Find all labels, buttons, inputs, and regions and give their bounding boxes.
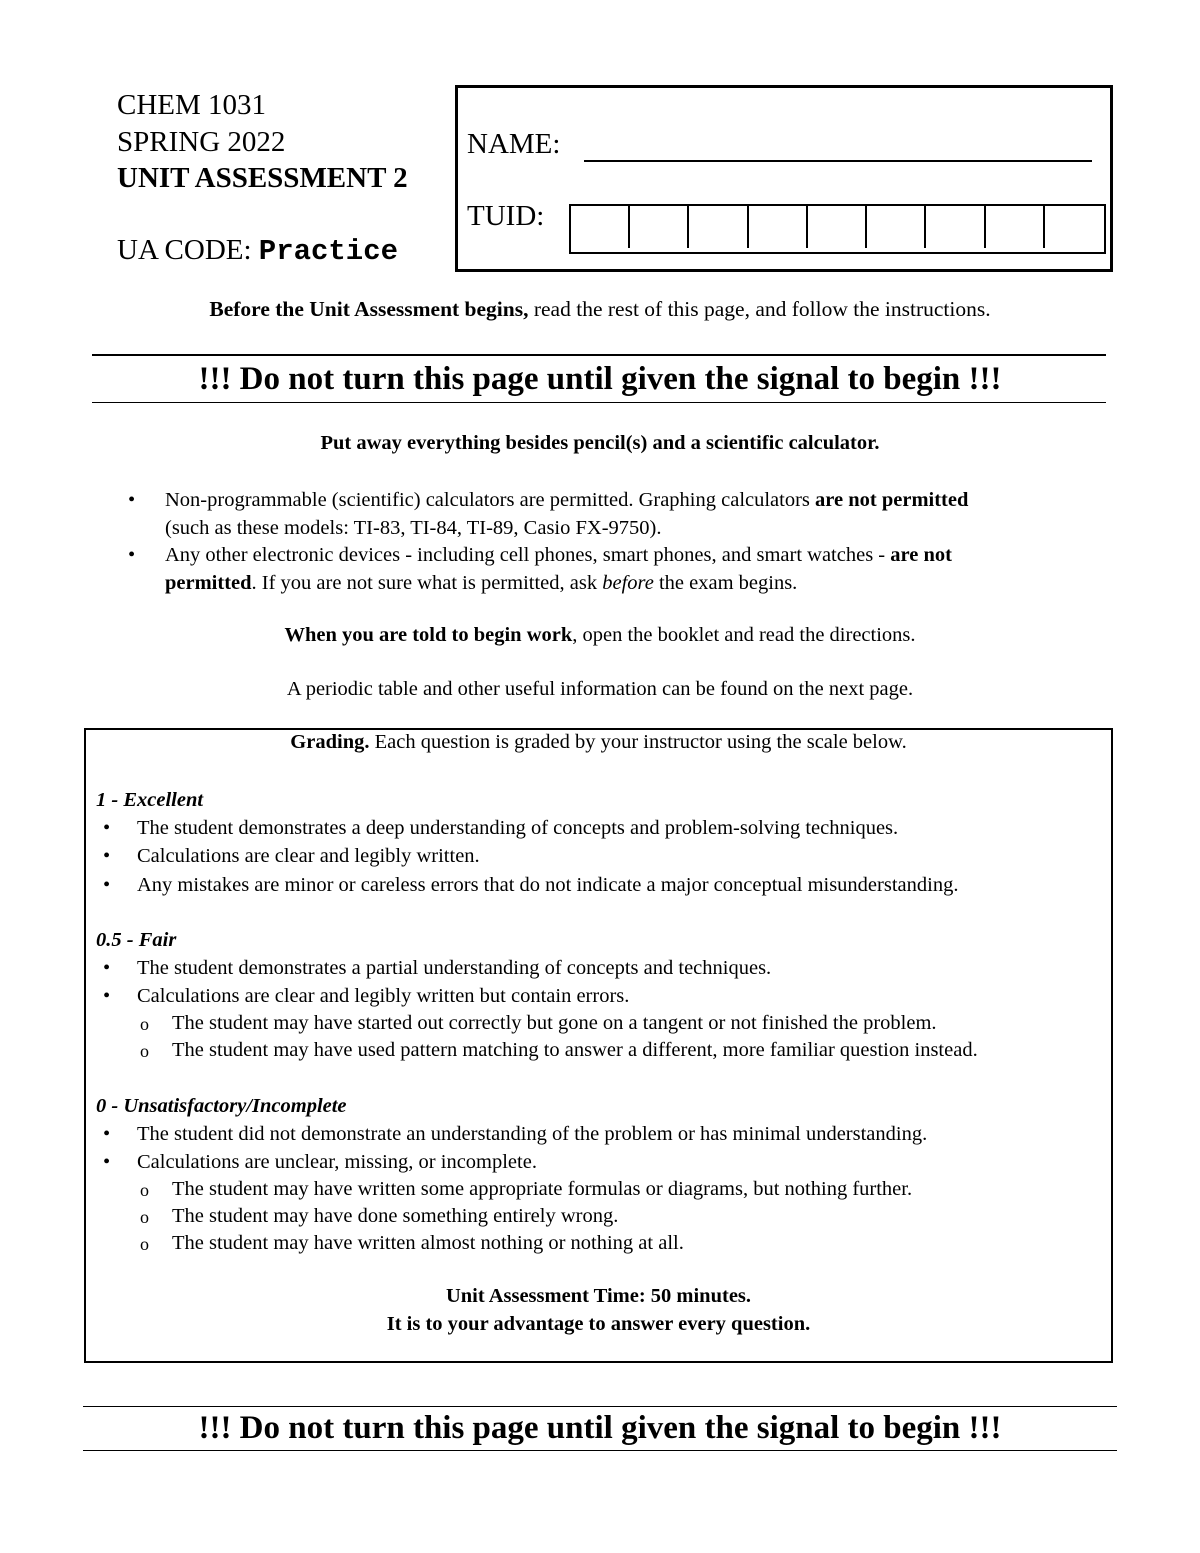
tuid-digit-cell[interactable] [1045,206,1104,248]
tuid-digit-cell[interactable] [571,206,630,248]
put-away-instruction: Put away everything besides pencil(s) and a scientific calculator. [320,432,880,454]
tuid-label: TUID: [467,200,545,232]
sub-bullet-icon: o [140,1041,149,1061]
tuid-digit-cell[interactable] [867,206,926,248]
bullet-icon: • [103,1151,111,1173]
list-subitem: The student may have written some appropriate formulas or diagrams, but nothing further. [172,1178,913,1200]
list-subitem: The student may have used pattern matching to answer a different, more familiar question instead. [172,1039,978,1061]
student-id-box [455,85,1113,272]
assessment-time: Unit Assessment Time: 50 minutes. [445,1285,752,1307]
level-excellent-heading: 1 - Excellent [96,789,204,811]
rule-calculators: • Non-programmable (scientific) calculators are permitted. Graphing calculators are not permitted (such as these models: TI-83, TI-84, TI-89, Casio FX-9750). [128,489,969,539]
begin-work-instruction: When you are told to begin work, open the booklet and read the directions. [284,624,916,646]
list-item: The student demonstrates a partial understanding of concepts and techniques. [137,957,772,979]
tuid-digit-cell[interactable] [749,206,808,248]
list-item: The student demonstrates a deep understanding of concepts and problem-solving techniques. [137,817,899,839]
ua-code-value: Practice [258,235,399,268]
warning-banner-bottom: !!! Do not turn this page until given the signal to begin !!! [198,1410,1002,1446]
tuid-digit-cell[interactable] [986,206,1045,248]
list-subitem: The student may have written almost nothing or nothing at all. [172,1232,684,1254]
sub-bullet-icon: o [140,1234,149,1254]
warning-top-rule [83,1406,1117,1407]
periodic-table-note: A periodic table and other useful information can be found on the next page. [286,678,914,700]
warning-top-rule [92,354,1106,356]
sub-bullet-icon: o [140,1014,149,1034]
list-subitem: The student may have done something entirely wrong. [172,1205,619,1227]
bullet-icon: • [128,544,136,566]
list-item: The student did not demonstrate an understanding of the problem or has minimal understanding. [137,1123,928,1145]
course-code: CHEM 1031 [117,89,267,121]
ua-code [117,232,398,270]
bullet-icon: • [128,489,136,511]
sub-bullet-icon: o [140,1180,149,1200]
bullet-icon: • [103,845,111,867]
tuid-digit-cell[interactable] [630,206,689,248]
list-subitem: The student may have started out correctly but gone on a tangent or not finished the problem. [172,1012,937,1034]
name-field[interactable] [584,160,1092,162]
tuid-digit-cell[interactable] [689,206,748,248]
sub-bullet-icon: o [140,1207,149,1227]
assessment-advice: It is to your advantage to answer every question. [386,1313,811,1335]
ua-code-label: UA CODE: [117,234,259,266]
rule-electronics: • Any other electronic devices - including cell phones, smart phones, and smart watches - are not permitted. If you are not sure what is permitted, ask before the exam begins. [128,544,952,594]
list-item: Any mistakes are minor or careless errors that do not indicate a major conceptual misunderstanding. [137,874,959,896]
bullet-icon: • [103,985,111,1007]
tuid-digit-cell[interactable] [808,206,867,248]
term: SPRING 2022 [117,126,286,158]
level-fair-heading: 0.5 - Fair [96,929,177,951]
tuid-digit-cell[interactable] [926,206,985,248]
grading-box [84,728,1113,1363]
list-item: Calculations are clear and legibly written. [137,845,480,867]
warning-bottom-rule [83,1450,1117,1451]
bullet-icon: • [103,817,111,839]
list-item: Calculations are unclear, missing, or incomplete. [137,1151,537,1173]
bullet-icon: • [103,874,111,896]
name-label: NAME: [467,128,561,160]
intro-rest: read the rest of this page, and follow the instructions. [528,297,991,321]
grading-title: Grading. Each question is graded by your instructor using the scale below. [290,731,907,753]
bullet-icon: • [103,1123,111,1145]
warning-bottom-rule [92,402,1106,403]
level-unsatisfactory-heading: 0 - Unsatisfactory/Incomplete [96,1095,347,1117]
warning-banner-top: !!! Do not turn this page until given the signal to begin !!! [198,361,1002,397]
assessment-title: UNIT ASSESSMENT 2 [117,162,408,194]
intro-bold: Before the Unit Assessment begins, [209,297,529,321]
intro-instruction [0,297,1200,322]
bullet-icon: • [103,957,111,979]
list-item: Calculations are clear and legibly written but contain errors. [137,985,630,1007]
tuid-grid[interactable] [569,204,1106,254]
